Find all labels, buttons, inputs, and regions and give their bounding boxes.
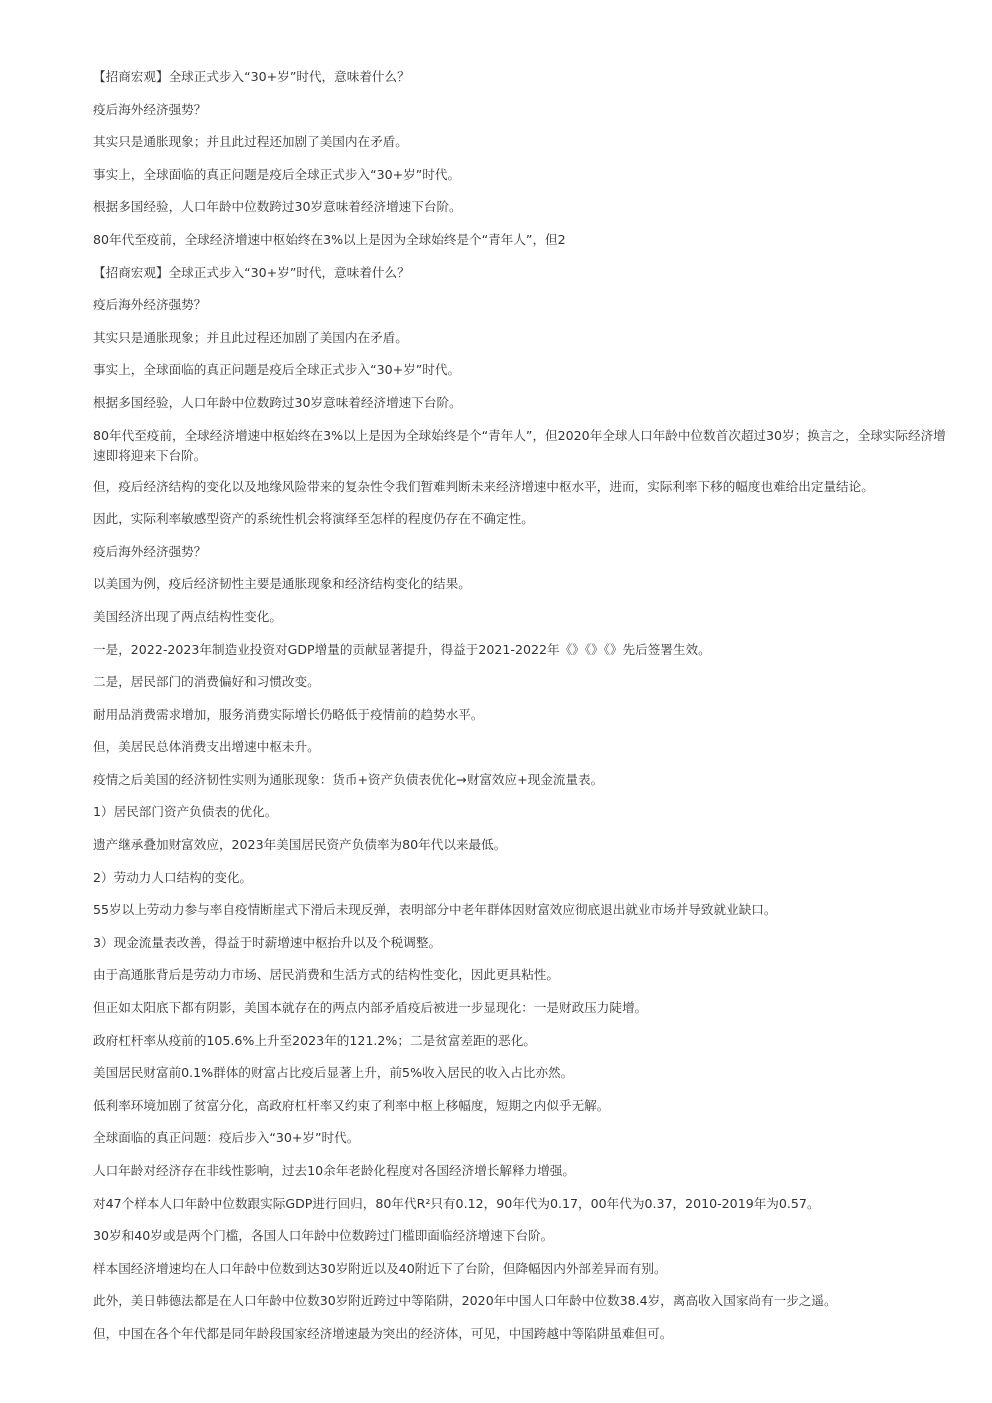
paragraph: 政府杠杆率从疫前的105.6%上升至2023年的121.2%；二是贫富差距的恶化。 bbox=[93, 1032, 536, 1048]
paragraph: 此外，美日韩德法都是在人口年龄中位数30岁附近跨过中等陷阱，2020年中国人口年龄中位数38.4岁，离高收入国家尚有一步之遥。 bbox=[93, 1293, 837, 1309]
paragraph: 根据多国经验，人口年龄中位数跨过30岁意味着经济增速下台阶。 bbox=[93, 199, 462, 215]
paragraph: 但，中国在各个年代都是同年龄段国家经济增速最为突出的经济体，可见，中国跨越中等陷阱虽难但可。 bbox=[93, 1325, 673, 1341]
paragraph: 【招商宏观】全球正式步入“30+岁”时代，意味着什么？ bbox=[93, 264, 410, 280]
paragraph: 疫后海外经济强势？ bbox=[93, 297, 207, 313]
paragraph: 低利率环境加剧了贫富分化，高政府杠杆率又约束了利率中枢上移幅度，短期之内似乎无解。 bbox=[93, 1097, 610, 1113]
paragraph: 因此，实际利率敏感型资产的系统性机会将演绎至怎样的程度仍存在不确定性。 bbox=[93, 511, 534, 527]
paragraph: 事实上，全球面临的真正问题是疫后全球正式步入“30+岁”时代。 bbox=[93, 362, 461, 378]
paragraph: 遗产继承叠加财富效应，2023年美国居民资产负债率为80年代以来最低。 bbox=[93, 837, 507, 853]
paragraph: 80年代至疫前，全球经济增速中枢始终在3%以上是因为全球始终是个“青年人”，但2 bbox=[93, 231, 566, 247]
paragraph: 其实只是通胀现象；并且此过程还加剧了美国内在矛盾。 bbox=[93, 134, 408, 150]
paragraph: 但正如太阳底下都有阴影，美国本就存在的两点内部矛盾疫后被进一步显现化：一是财政压力陡增。 bbox=[93, 1000, 648, 1016]
paragraph: 以美国为例，疫后经济韧性主要是通胀现象和经济结构变化的结果。 bbox=[93, 576, 471, 592]
paragraph: 事实上，全球面临的真正问题是疫后全球正式步入“30+岁”时代。 bbox=[93, 166, 461, 182]
paragraph: 由于高通胀背后是劳动力市场、居民消费和生活方式的结构性变化，因此更具粘性。 bbox=[93, 967, 559, 983]
paragraph: 疫情之后美国的经济韧性实则为通胀现象：货币+资产负债表优化→财富效应+现金流量表。 bbox=[93, 771, 604, 787]
paragraph: 一是，2022-2023年制造业投资对GDP增量的贡献显著提升，得益于2021-2022年《》《》《》先后签署生效。 bbox=[93, 641, 711, 657]
paragraph: 30岁和40岁或是两个门槛，各国人口年龄中位数跨过门槛即面临经济增速下台阶。 bbox=[93, 1228, 554, 1244]
paragraph: 80年代至疫前，全球经济增速中枢始终在3%以上是因为全球始终是个“青年人”，但2020年全球人口年龄中位数首次超过30岁；换言之，全球实际经济增速即将迎来下台阶。 bbox=[93, 427, 946, 463]
paragraph: 【招商宏观】全球正式步入“30+岁”时代，意味着什么？ bbox=[93, 69, 410, 84]
paragraph: 但，疫后经济结构的变化以及地缘风险带来的复杂性令我们暂难判断未来经济增速中枢水平，进而，实际利率下移的幅度也难给出定量结论。 bbox=[93, 478, 874, 494]
paragraph: 对47个样本人口年龄中位数跟实际GDP进行回归，80年代R²只有0.12，90年代为0.17，00年代为0.37，2010-2019年为0.57。 bbox=[93, 1195, 820, 1211]
paragraph: 美国经济出现了两点结构性变化。 bbox=[93, 608, 282, 624]
paragraph: 二是，居民部门的消费偏好和习惯改变。 bbox=[93, 674, 320, 690]
paragraph: 疫后海外经济强势？ bbox=[93, 543, 207, 559]
paragraph: 2）劳动力人口结构的变化。 bbox=[93, 869, 253, 885]
paragraph: 3）现金流量表改善，得益于时薪增速中枢抬升以及个税调整。 bbox=[93, 934, 442, 950]
paragraph: 疫后海外经济强势？ bbox=[93, 101, 207, 117]
paragraph: 根据多国经验，人口年龄中位数跨过30岁意味着经济增速下台阶。 bbox=[93, 394, 462, 410]
paragraph: 美国居民财富前0.1%群体的财富占比疫后显著上升，前5%收入居民的收入占比亦然。 bbox=[93, 1065, 574, 1081]
paragraph: 其实只是通胀现象；并且此过程还加剧了美国内在矛盾。 bbox=[93, 329, 408, 345]
paragraph: 全球面临的真正问题：疫后步入“30+岁”时代。 bbox=[93, 1130, 360, 1146]
paragraph: 1）居民部门资产负债表的优化。 bbox=[93, 804, 278, 820]
paragraph: 但，美居民总体消费支出增速中枢未升。 bbox=[93, 739, 320, 755]
paragraph: 人口年龄对经济存在非线性影响，过去10余年老龄化程度对各国经济增长解释力增强。 bbox=[93, 1163, 575, 1178]
paragraph: 样本国经济增速均在人口年龄中位数到达30岁附近以及40附近下了台阶，但降幅因内外部差异而有别。 bbox=[93, 1260, 667, 1276]
paragraph: 55岁以上劳动力参与率自疫情断崖式下滑后未现反弹，表明部分中老年群体因财富效应彻底退出就业市场并导致就业缺口。 bbox=[93, 902, 777, 918]
paragraph: 耐用品消费需求增加，服务消费实际增长仍略低于疫情前的趋势水平。 bbox=[93, 706, 484, 722]
